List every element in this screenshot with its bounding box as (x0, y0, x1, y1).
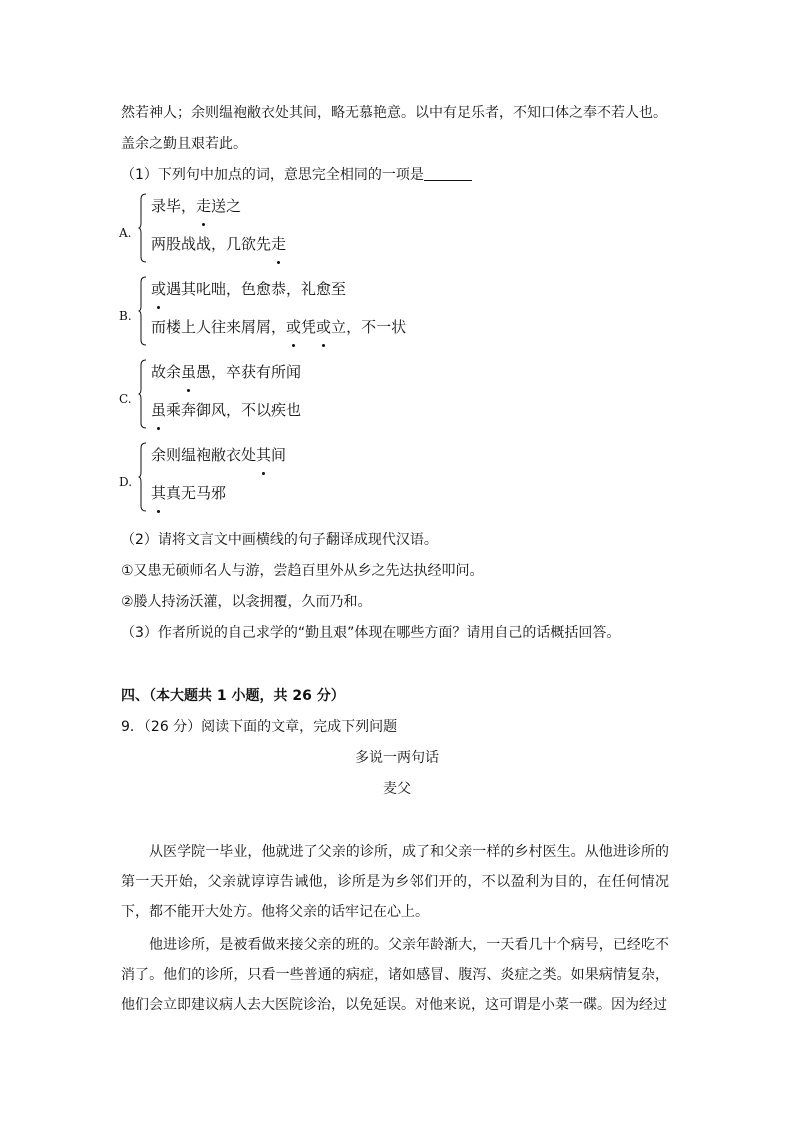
q3-prompt: （3）作者所说的自己求学的“勤且艰”体现在哪些方面？请用自己的话概括回答。 (121, 625, 621, 641)
article-author: 麦父 (383, 781, 411, 797)
q1-prompt-text: （1）下列句中加点的词，意思完全相同的一项是 (121, 167, 424, 183)
dotted-word: 其 (256, 446, 272, 464)
text: 送之 (211, 197, 242, 215)
answer-blank (424, 166, 472, 181)
option-c-line-1 (151, 361, 301, 382)
dotted-word: 虽 (151, 401, 167, 419)
brace-icon (138, 276, 147, 346)
brace-icon (138, 442, 147, 512)
option-a-line-2 (151, 233, 286, 254)
dotted-word: 虽 (181, 363, 197, 381)
option-d-line-2 (151, 482, 226, 503)
option-label: C. (119, 392, 132, 406)
option-a-line-1 (151, 195, 241, 216)
text: 余则缊袍敝衣处 (151, 446, 257, 464)
q2-item-1: ①又患无硕师名人与游，尝趋百里外从乡之先达执经叩问。 (121, 563, 484, 579)
option-b-line-2 (151, 316, 406, 337)
text: 乘奔御风，不以疾也 (166, 401, 302, 419)
dotted-word: 或 (316, 318, 332, 336)
dotted-word: 或 (151, 280, 167, 298)
text: 两股战战，几欲先 (151, 235, 272, 253)
dotted-word: 其 (151, 484, 167, 502)
text: 愚，卒获有所闻 (196, 363, 302, 381)
article-paragraph-2: 他进诊所，是被看做来接父亲的班的。父亲年龄渐大，一天看几十个病号，已经吃不消了。他们的诊所，只看一些普通的病症，诸如感冒、腹泻、炎症之类。如果病情复杂，他们会立即建议病人去大医院诊治，以免延误。对他来说，这可谓是小菜一碟。因为经过 (121, 937, 669, 1013)
question-9: 9．（26 分）阅读下面的文章，完成下列问题 (121, 719, 398, 735)
text: 凭 (301, 318, 317, 336)
option-d-line-1 (151, 444, 286, 465)
text: 间 (271, 446, 287, 464)
dotted-word: 或 (286, 318, 302, 336)
option-label: A. (119, 226, 132, 240)
text: 录毕， (151, 197, 197, 215)
brace-icon (138, 359, 147, 429)
article-paragraph-1: 从医学院一毕业，他就进了父亲的诊所，成了和父亲一样的乡村医生。从他进诊所的第一天开始，父亲就谆谆告诫他，诊所是为乡邻们开的，不以盈利为目的，在任何情况下，都不能开大处方。他将父亲的话牢记在心上。 (121, 844, 669, 920)
text: 立，不一状 (331, 318, 407, 336)
article-title: 多说一两句话 (355, 750, 439, 766)
text: 而楼上人往来屑屑， (151, 318, 287, 336)
brace-icon (138, 193, 147, 263)
dotted-word: 走 (196, 197, 212, 215)
intro-line-2: 盖余之勤且艰若此。 (121, 136, 247, 152)
text: 遇其叱咄，色愈恭，礼愈至 (166, 280, 347, 298)
option-c-line-2 (151, 399, 301, 420)
option-label: B. (119, 309, 132, 323)
q1-prompt (121, 165, 472, 185)
option-label: D. (119, 475, 133, 489)
q2-prompt: （2）请将文言文中画横线的句子翻译成现代汉语。 (121, 532, 438, 548)
intro-line-1: 然若神人；余则缊袍敝衣处其间，略无慕艳意。以中有足乐者，不知口体之奉不若人也。 (121, 105, 667, 121)
q2-item-2: ②媵人持汤沃灌，以衾拥覆，久而乃和。 (121, 594, 372, 610)
section-heading: 四、（本大题共 1 小题，共 26 分） (121, 688, 345, 704)
dotted-word: 走 (271, 235, 287, 253)
text: 真无马邪 (166, 484, 227, 502)
option-b-line-1 (151, 278, 346, 299)
text: 故余 (151, 363, 182, 381)
